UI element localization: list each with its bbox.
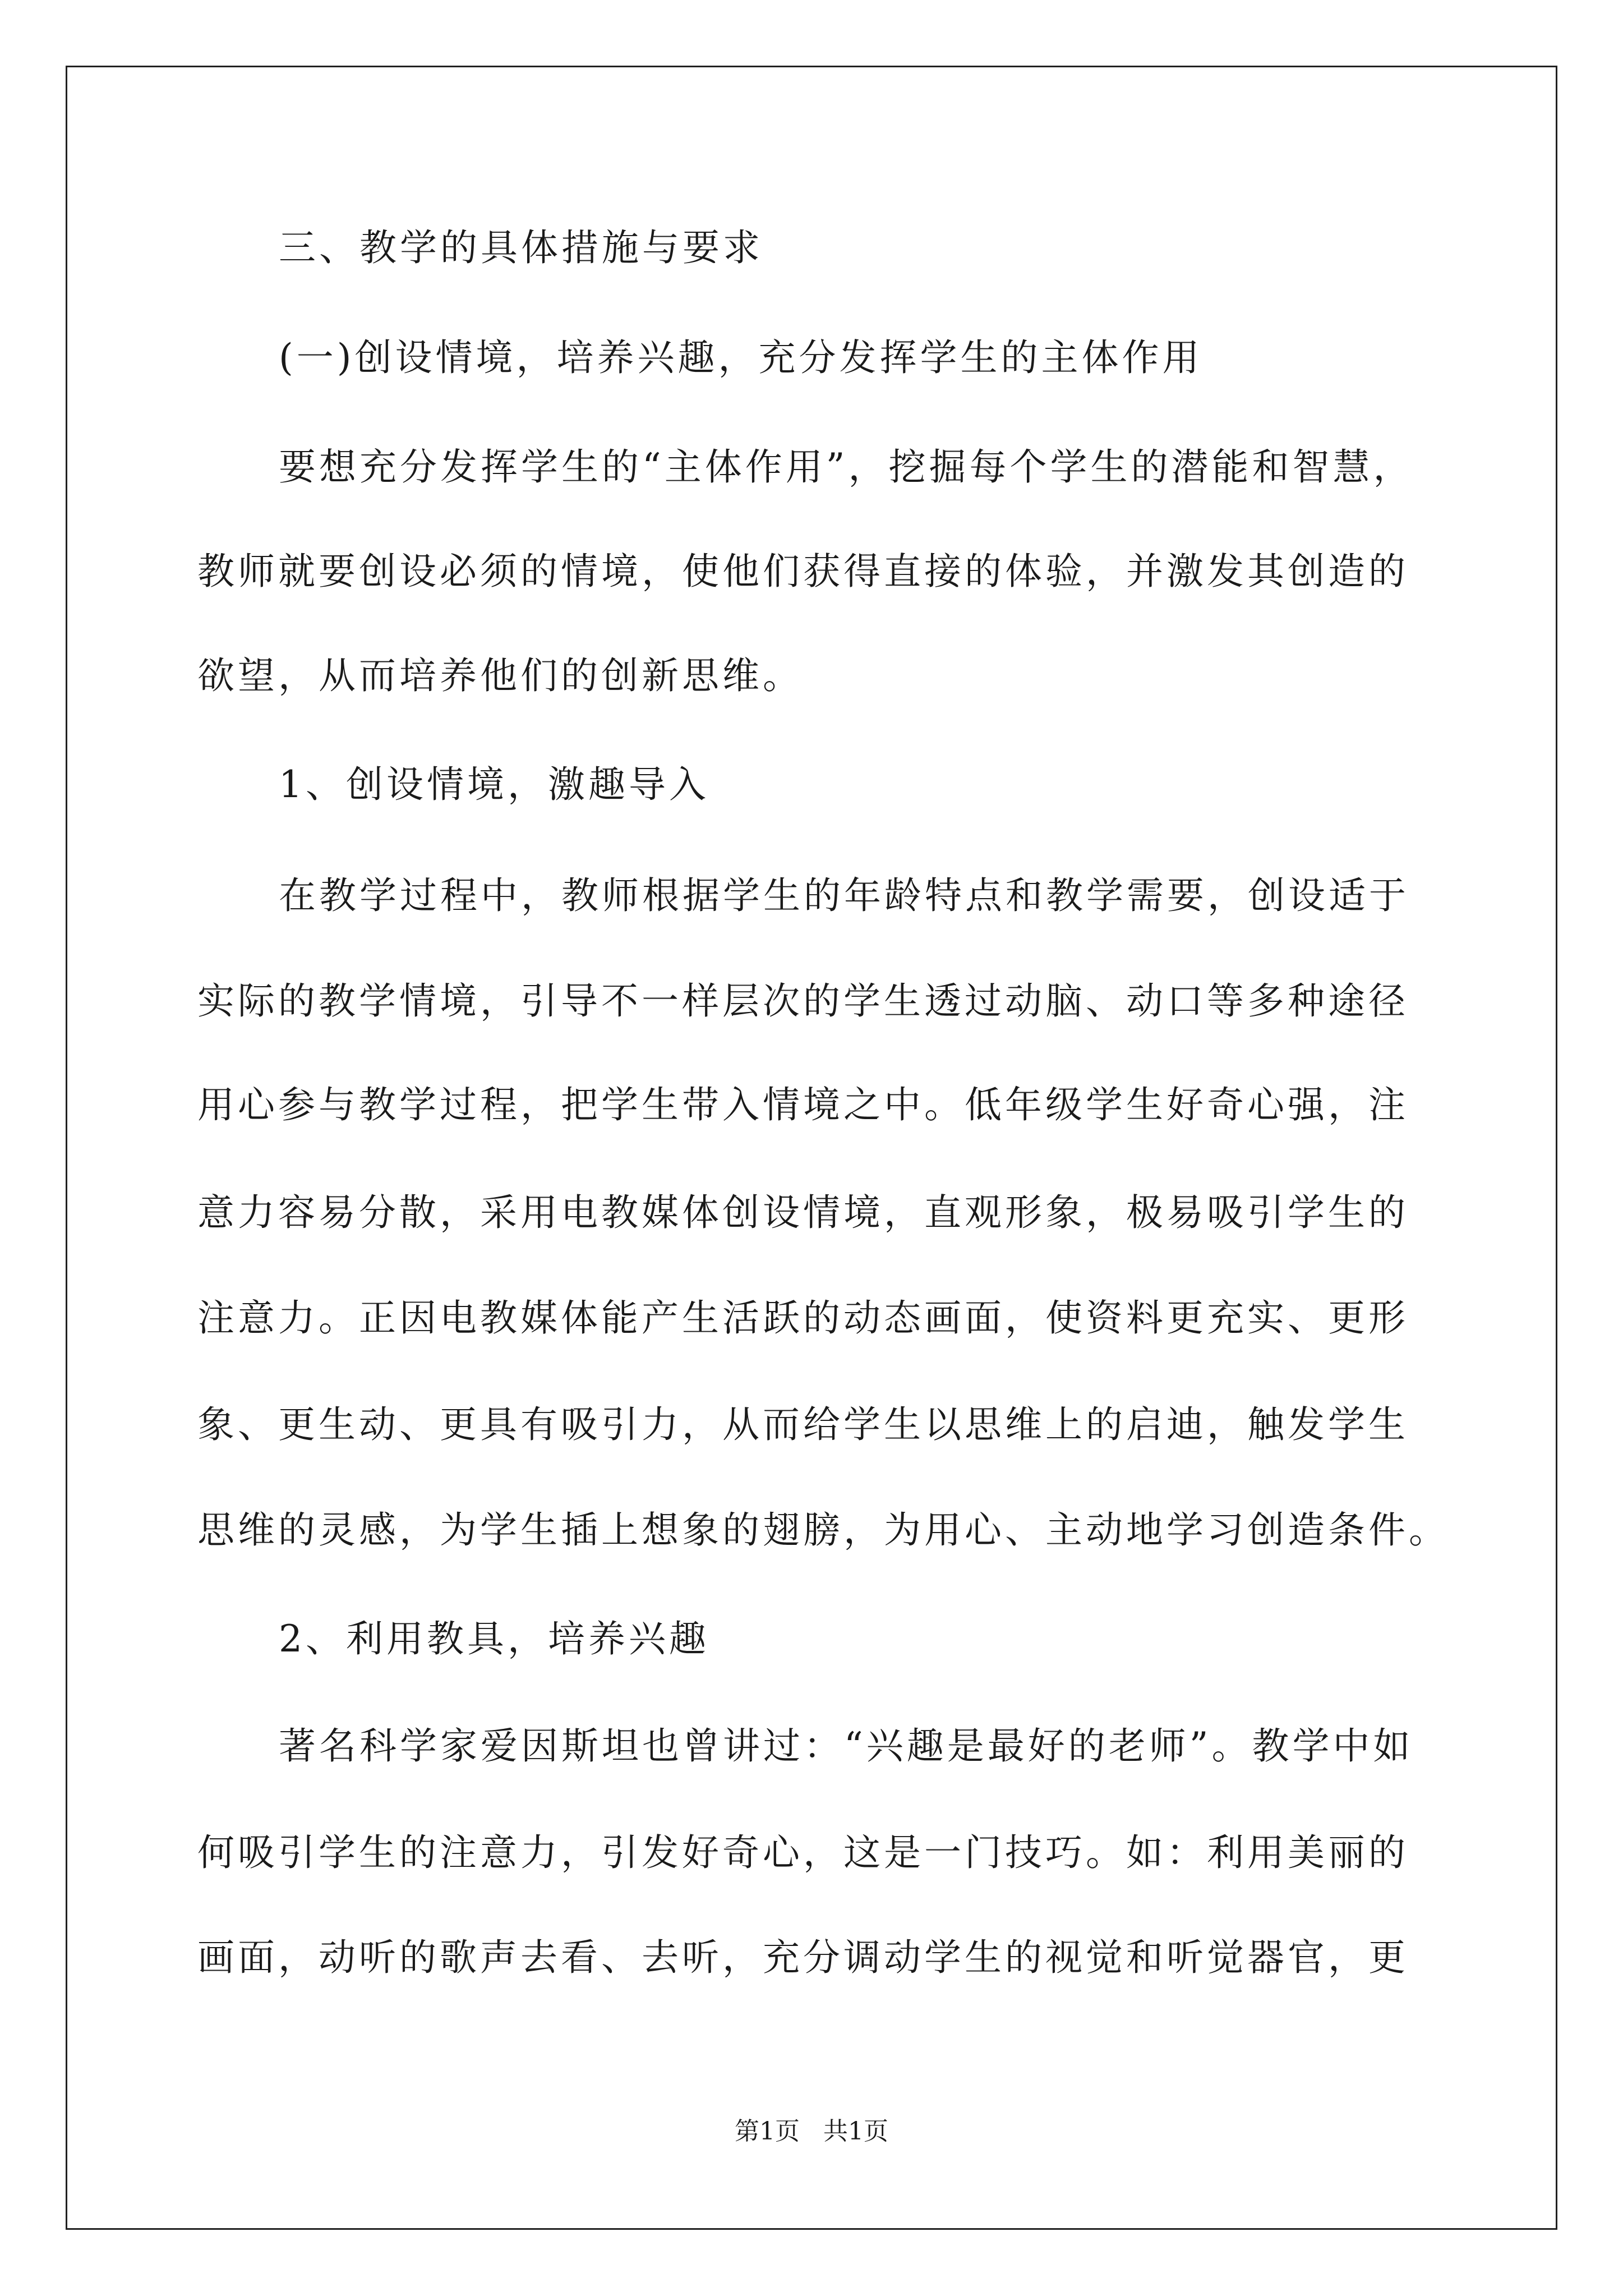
paragraph-line: 意力容易分散，采用电教媒体创设情境，直观形象，极易吸引学生的 (197, 1191, 1409, 1234)
paragraph-line: 画面，动听的歌声去看、去听，充分调动学生的视觉和听觉器官，更 (197, 1936, 1409, 1979)
paragraph-line: 欲望，从而培养他们的创新思维。 (197, 654, 803, 697)
paragraph-line: 象、更生动、更具有吸引力，从而给学生以思维上的启迪，触发学生 (197, 1403, 1409, 1446)
paragraph-line: 教师就要创设必须的情境，使他们获得直接的体验，并激发其创造的 (197, 550, 1409, 593)
page-border (66, 66, 1557, 2230)
paragraph-line: 在教学过程中，教师根据学生的年龄特点和教学需要，创设适于 (279, 874, 1409, 917)
paragraph-line: 何吸引学生的注意力，引发好奇心，这是一门技巧。如：利用美丽的 (197, 1831, 1409, 1874)
paragraph-line: 注意力。正因电教媒体能产生活跃的动态画面，使资料更充实、更形 (197, 1296, 1409, 1340)
paragraph-line: 要想充分发挥学生的“主体作用”，挖掘每个学生的潜能和智慧， (279, 445, 1414, 489)
item-heading: 2、利用教具，培养兴趣 (279, 1617, 709, 1660)
subsection-heading: (一)创设情境，培养兴趣，充分发挥学生的主体作用 (279, 336, 1203, 379)
item-heading: 1、创设情境，激趣导入 (279, 763, 709, 806)
paragraph-line: 实际的教学情境，引导不一样层次的学生透过动脑、动口等多种途径 (197, 979, 1409, 1023)
section-heading: 三、教学的具体措施与要求 (279, 226, 763, 269)
paragraph-line: 思维的灵感，为学生插上想象的翅膀，为用心、主动地学习创造条件。 (197, 1508, 1449, 1552)
page-footer: 第1页 共1页 (735, 2117, 888, 2146)
paragraph-line: 著名科学家爱因斯坦也曾讲过：“兴趣是最好的老师”。教学中如 (279, 1724, 1414, 1768)
paragraph-line: 用心参与教学过程，把学生带入情境之中。低年级学生好奇心强，注 (197, 1083, 1409, 1126)
